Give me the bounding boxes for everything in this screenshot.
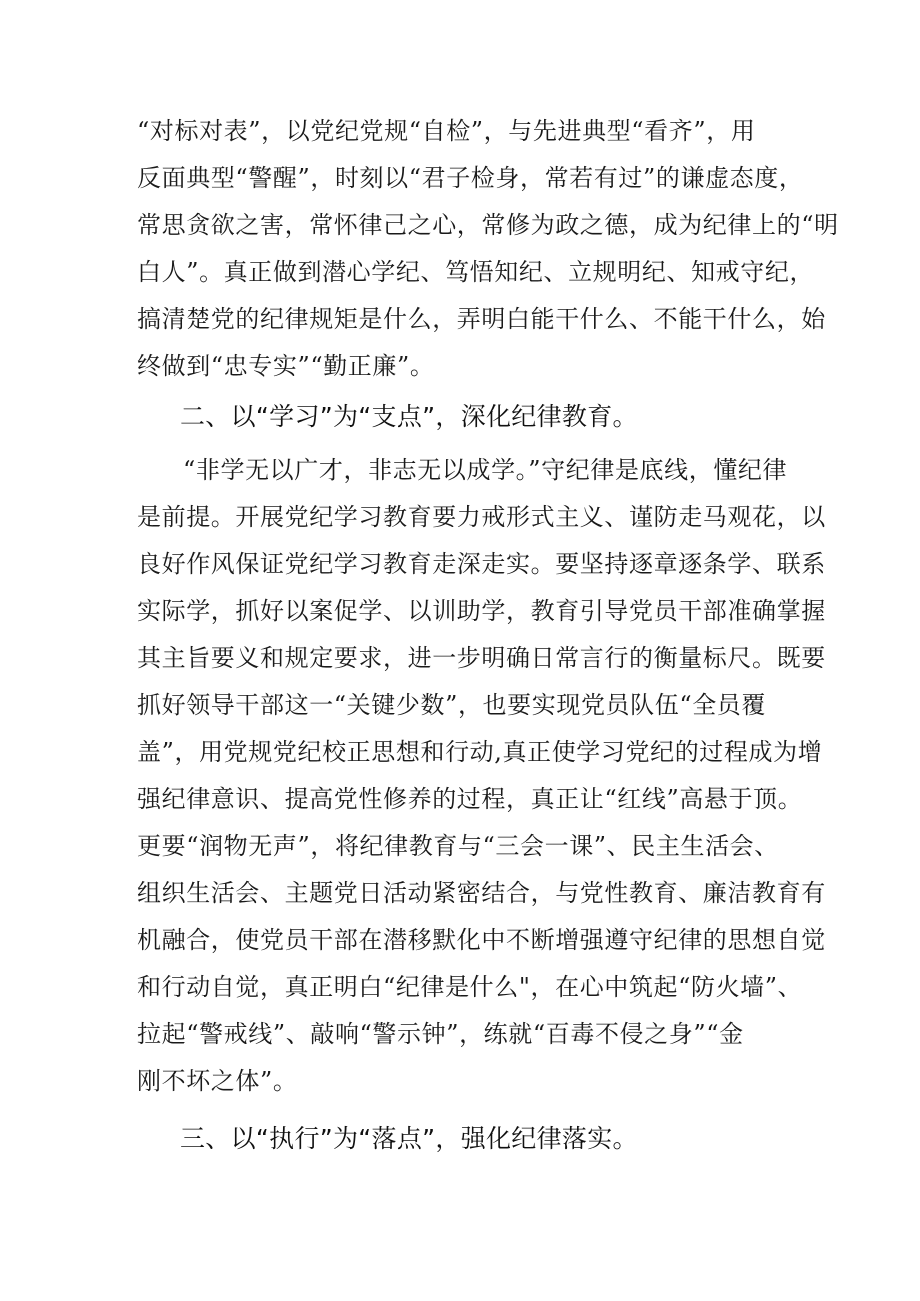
paragraph-2-line: 实际学，抓好以案促学、以训助学，教育引导党员干部准确掌握 (137, 597, 826, 625)
paragraph-intro-line: 反面典型“警醒”，时刻以“君子检身，常若有过”的谦虚态度， (137, 164, 804, 192)
paragraph-2-line: 盖”，用党规党纪校正思想和行动,真正使学习党纪的过程成为增 (137, 738, 823, 766)
paragraph-intro-line: “对标对表”，以党纪党规“自检”，与先进典型“看齐”，用 (137, 117, 756, 145)
paragraph-2-line: 组织生活会、主题党日活动紧密结合，与党性教育、廉洁教育有 (137, 879, 826, 907)
paragraph-2-line: 其主旨要义和规定要求，进一步明确日常言行的衡量标尺。既要 (137, 644, 826, 672)
paragraph-2-line: 是前提。开展党纪学习教育要力戒形式主义、谨防走马观花，以 (137, 503, 826, 531)
paragraph-2-line: 和行动自觉，真正明白“纪律是什么"，在心中筑起“防火墙”、 (137, 973, 803, 1001)
paragraph-2-line: 良好作风保证党纪学习教育走深走实。要坚持逐章逐条学、联系 (137, 550, 826, 578)
section-heading-3: 三、以“执行”为“落点”，强化纪律落实。 (180, 1124, 638, 1153)
paragraph-intro-line: 白人”。真正做到潜心学纪、笃悟知纪、立规明纪、知戒守纪， (137, 258, 815, 286)
paragraph-2-line: 机融合，使党员干部在潜移默化中不断增强遵守纪律的思想自觉 (137, 926, 826, 954)
paragraph-2-line: 更要“润物无声”，将纪律教育与“三会一课”、民主生活会、 (137, 832, 779, 860)
section-heading-2: 二、以“学习”为“支点”，深化纪律教育。 (180, 402, 638, 431)
paragraph-intro-line: 搞清楚党的纪律规矩是什么，弄明白能干什么、不能干什么，始 (137, 305, 826, 333)
paragraph-intro-line: 终做到“忠专实”“勤正廉”。 (137, 352, 435, 380)
paragraph-2-line: 强纪律意识、提高党性修养的过程，真正让“红线”高悬于顶。 (137, 785, 803, 813)
paragraph-intro-line: 常思贪欲之害，常怀律己之心，常修为政之德，成为纪律上的“明 (137, 211, 839, 239)
paragraph-2-line: 刚不坏之体”。 (137, 1067, 298, 1095)
paragraph-2-line: 拉起“警戒线”、敲响“警示钟”，练就“百毒不侵之身”“金 (137, 1020, 744, 1048)
paragraph-2-line: 抓好领导干部这一“关键少数”，也要实现党员队伍“全员覆 (137, 691, 767, 719)
paragraph-2-line: “非学无以广才，非志无以成学。”守纪律是底线，懂纪律 (183, 456, 788, 484)
